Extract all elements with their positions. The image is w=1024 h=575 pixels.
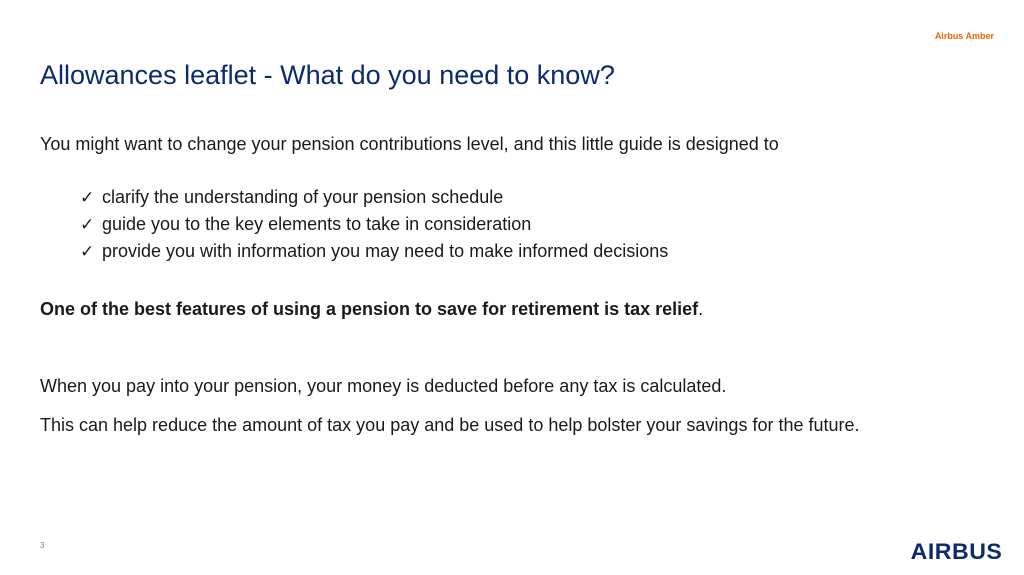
page-number: 3 — [40, 541, 45, 550]
classification-label: Airbus Amber — [934, 31, 994, 41]
tax-relief-highlight-bold: One of the best features of using a pension to save for retirement is tax relief — [40, 299, 699, 319]
intro-paragraph: You might want to change your pension contributions level, and this little guide is designed to — [40, 134, 779, 154]
checklist-item-text: provide you with information you may need to make informed decisions — [102, 241, 669, 261]
reduce-tax-paragraph: This can help reduce the amount of tax you pay and be used to help bolster your savings for the future. — [40, 415, 860, 435]
checklist-item-text: guide you to the key elements to take in consideration — [102, 214, 532, 234]
checklist-item — [80, 238, 668, 265]
check-mark-icon: ✓ — [80, 188, 95, 208]
checklist-item — [80, 184, 668, 211]
tax-relief-highlight — [40, 299, 703, 321]
slide-title: Allowances leaflet - What do you need to know? — [40, 60, 615, 90]
checklist-item-text: clarify the understanding of your pension schedule — [102, 187, 504, 207]
check-mark-icon: ✓ — [80, 242, 95, 262]
guide-checklist — [80, 184, 668, 265]
check-mark-icon: ✓ — [80, 215, 95, 235]
airbus-logo: AIRBUS — [910, 539, 1002, 564]
pay-in-paragraph: When you pay into your pension, your money is deducted before any tax is calculated. — [40, 376, 727, 396]
checklist-item — [80, 211, 668, 238]
tax-relief-highlight-end: . — [698, 299, 704, 319]
